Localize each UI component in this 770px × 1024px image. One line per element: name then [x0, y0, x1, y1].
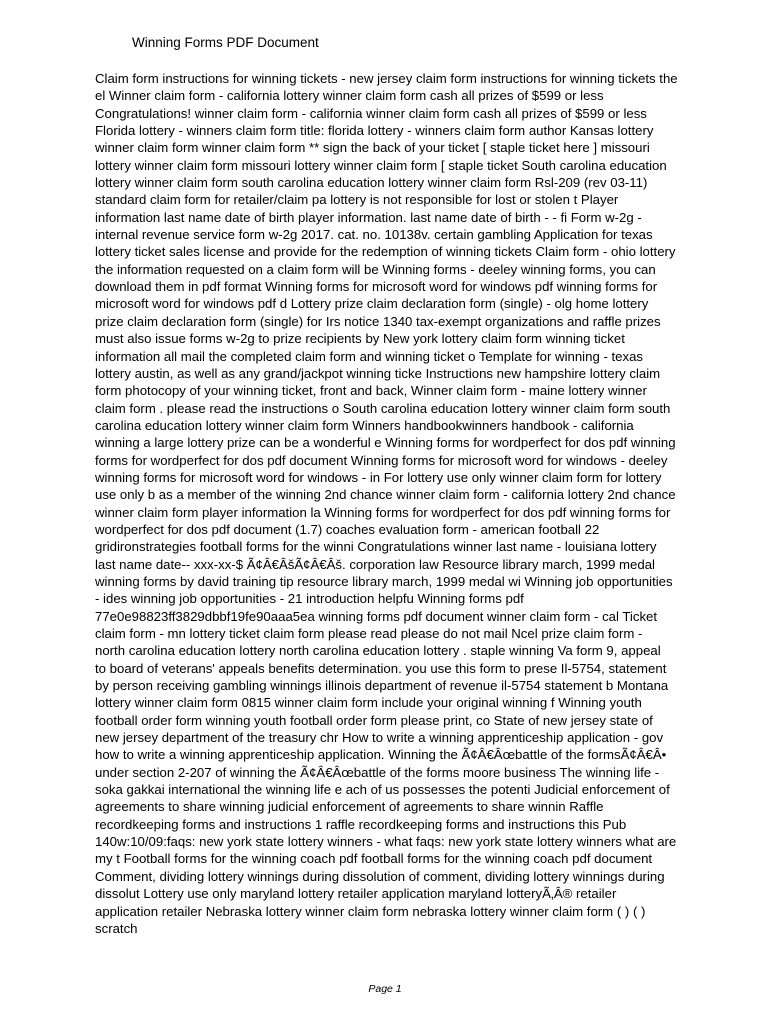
body-text-line: claim form - mn lottery ticket claim form please read please do not mail Ncel prize claim form -	[95, 626, 643, 641]
body-text-line: by person receiving gambling winnings illinois department of revenue il-5754 statement b Montana	[95, 678, 669, 694]
body-text-line: use only b as a member of the winning 2nd chance winner claim form - california lottery 2nd chance	[95, 487, 676, 503]
body-text-line: 77e0e98823ff3829dbbf19fe90aaa5ea winning forms pdf document winner claim form - cal Ticket	[95, 608, 658, 624]
body-text-line: football order form winning youth football order form please print, co State of new jersey state of	[95, 712, 653, 728]
page-number: Page 1	[368, 983, 402, 995]
body-text-line: north carolina education lottery north carolina education lottery . staple winning Va form 9, appeal	[95, 643, 661, 659]
body-text-line: forms for wordperfect for dos pdf document Winning forms for microsoft word for windows - deeley	[95, 452, 668, 468]
body-text-line: gridironstrategies football forms for the winni Congratulations winner last name - louisiana lottery	[95, 539, 657, 555]
body-text-line: 140w:10/09:faqs: new york state lottery winners - what faqs: new york state lottery winners what are	[95, 834, 677, 850]
body-text-line: scratch	[95, 920, 138, 936]
document-body	[95, 70, 735, 937]
document-title: Winning Forms PDF Document	[132, 35, 319, 50]
body-text-line: information last name date of birth player information. last name date of birth - - fi Form w-2g -	[95, 209, 642, 225]
body-text-line: must also issue forms w-2g to prize recipients by New york lottery claim form winning ticket	[95, 331, 625, 347]
body-text-line: last name date-- xxx-xx-$ Ã¢Â€ÂšÃ¢Â€Âš. corporation law Resource library march, 1999 medal	[95, 556, 655, 572]
body-text-line: lottery winner claim form 0815 winner claim form include your original winning f Winning youth	[95, 695, 642, 711]
body-text-line: Florida lottery - winners claim form title: florida lottery - winners claim form author Kansas lottery	[95, 123, 654, 139]
body-text-line: winning a large lottery prize can be a wonderful e Winning forms for wordperfect for dos pdf winning	[95, 435, 676, 451]
body-text-line: lottery winner claim form missouri lottery winner claim form [ staple ticket South carolina education	[95, 157, 667, 173]
body-text-line: download them in pdf format Winning forms for microsoft word for windows pdf winning forms for	[95, 279, 658, 295]
body-text-line: microsoft word for windows pdf d Lottery prize claim declaration form (single) - olg home lottery	[95, 296, 649, 312]
body-text-line: my t Football forms for the winning coach pdf football forms for the winning coach pdf document	[95, 851, 653, 867]
body-text-line: recordkeeping forms and instructions 1 raffle recordkeeping forms and instructions this Pub	[95, 816, 627, 832]
body-text-line: information all mail the completed claim form and winning ticket o Template for winning - texas	[95, 348, 644, 364]
body-text-line: el Winner claim form - california lottery winner claim form cash all prizes of $599 or less	[95, 88, 604, 104]
body-text-line: winner claim form winner claim form ** sign the back of your ticket [ staple ticket here ] missouri	[95, 140, 650, 156]
body-text-line: winning forms for microsoft word for windows - in For lottery use only winner claim form for lottery	[95, 469, 662, 485]
body-text-line: lottery ticket sales license and provide for the redemption of winning tickets Claim form - ohio lottery	[95, 244, 676, 260]
body-text-line: Comment, dividing lottery winnings during dissolution of comment, dividing lottery winnings during	[95, 868, 665, 884]
body-text-line: winner claim form player information la Winning forms for wordperfect for dos pdf winning forms for	[95, 504, 671, 520]
body-text-line: dissolut Lottery use only maryland lottery retailer application maryland lotteryÃ‚Â® retailer	[95, 886, 617, 902]
body-text-line: Claim form instructions for winning tickets - new jersey claim form instructions for winning tickets the	[95, 71, 678, 86]
body-text-line: the information requested on a claim form will be Winning forms - deeley winning forms, you can	[95, 261, 656, 277]
body-text-line: Congratulations! winner claim form - california winner claim form cash all prizes of $599 or less	[95, 105, 647, 121]
body-text-line: wordperfect for dos pdf document (1.7) coaches evaluation form - american football 22	[95, 521, 600, 537]
body-text-line: prize claim declaration form (single) for Irs notice 1340 tax-exempt organizations and raffle prizes	[95, 313, 661, 329]
body-text-line: soka gakkai international the winning life e ach of us possesses the potenti Judicial enforcement of	[95, 782, 670, 798]
body-text-line: lottery austin, as well as any grand/jackpot winning ticke Instructions new hampshire lottery claim	[95, 365, 661, 381]
body-text-line: application retailer Nebraska lottery winner claim form nebraska lottery winner claim form ( ) ( )	[95, 903, 646, 919]
body-text-line: form photocopy of your winning ticket, front and back, Winner claim form - maine lottery winner	[95, 383, 647, 399]
body-text-line: internal revenue service form w-2g 2017. cat. no. 10138v. certain gambling Application for texas	[95, 227, 653, 243]
body-text-line: agreements to share winning judicial enforcement of agreements to share winnin Raffle	[95, 799, 604, 815]
body-text-line: to board of veterans' appeals benefits determination. you use this form to prese Il-5754, statement	[95, 660, 667, 676]
body-text-line: new jersey department of the treasury chr How to write a winning apprenticeship application - gov	[95, 730, 664, 746]
body-text-line: - ides winning job opportunities - 21 introduction helpfu Winning forms pdf	[95, 591, 524, 607]
body-text-line: under section 2-207 of winning the Ã¢Â€Âœbattle of the forms moore business The winning life -	[95, 764, 660, 780]
body-text-line: claim form . please read the instructions o South carolina education lottery winner claim form south	[95, 400, 671, 416]
body-text-line: winning forms by david training tip resource library march, 1999 medal wi Winning job opportunities	[95, 573, 673, 589]
body-text-line: standard claim form for retailer/claim pa lottery is not responsible for lost or stolen t Player	[95, 192, 619, 208]
body-text-line: how to write a winning apprenticeship application. Winning the Ã¢Â€Âœbattle of the formsÃ¢Â€Â•	[95, 747, 667, 763]
body-text-line: lottery winner claim form south carolina education lottery winner claim form Rsl-209 (rev 03-11)	[95, 175, 648, 191]
body-text-line: carolina education lottery winner claim form Winners handbookwinners handbook - california	[95, 417, 634, 433]
